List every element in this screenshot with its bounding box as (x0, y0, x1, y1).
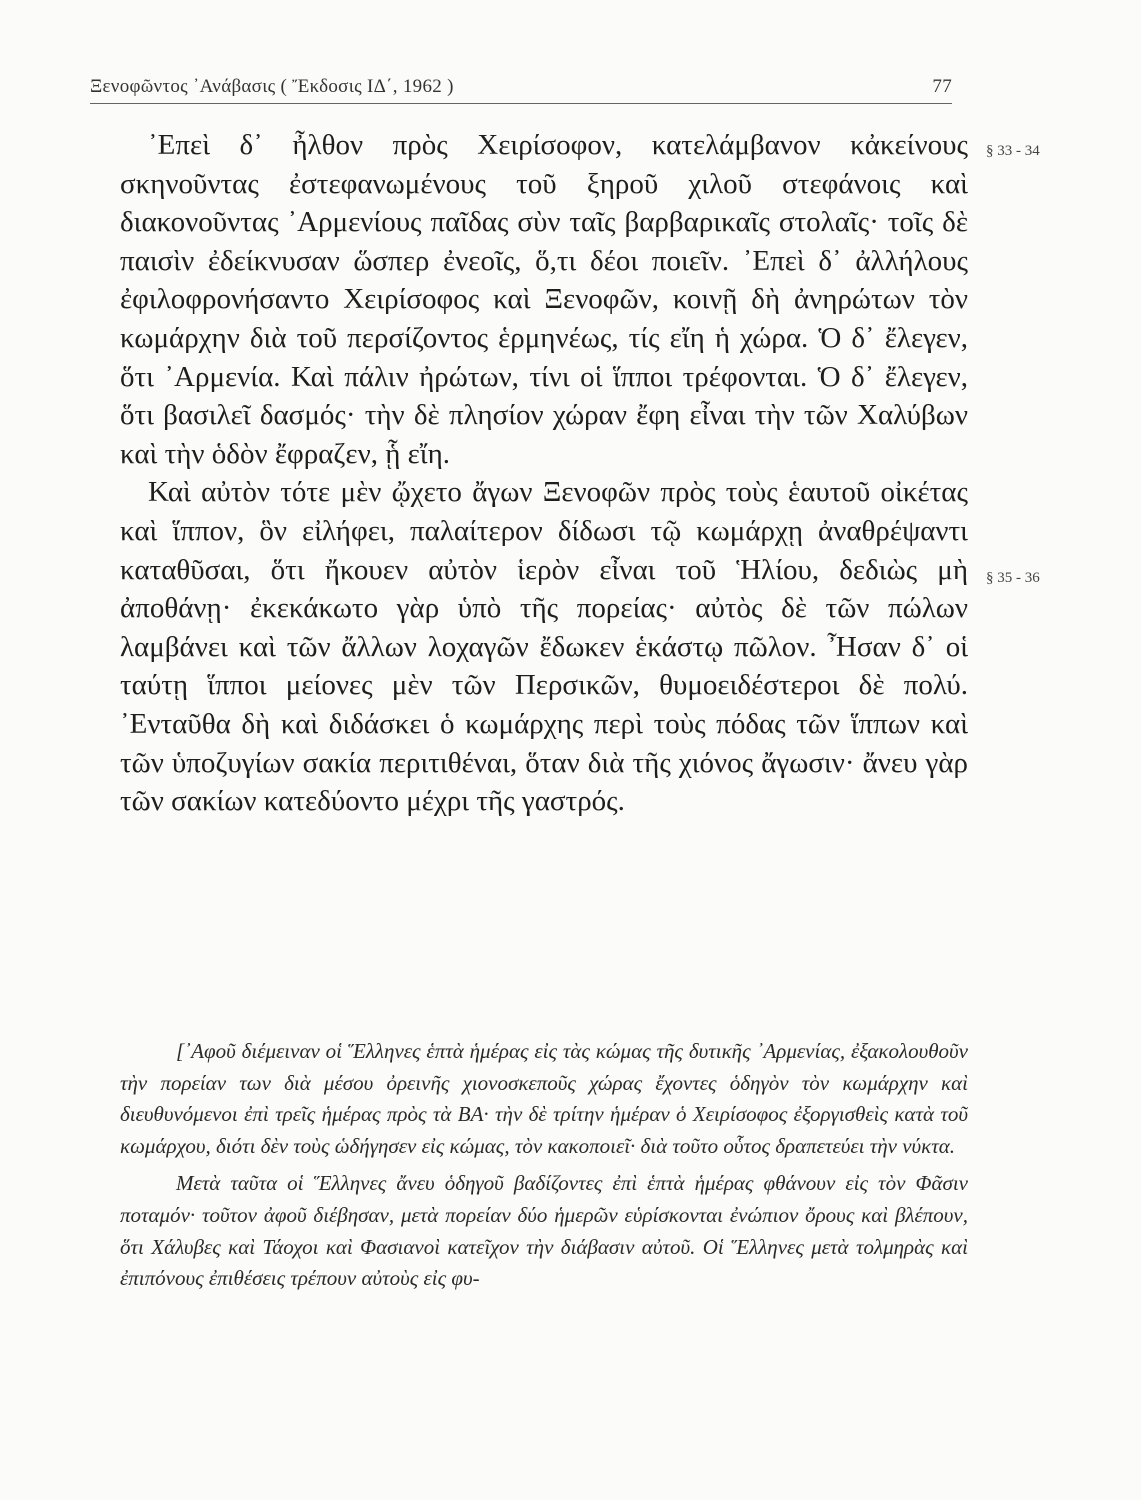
paragraph-33-34: ᾿Επεὶ δ᾿ ἦλθον πρὸς Χειρίσοφον, κατελάμβανον κἀκείνους σκηνοῦντας ἐστεφανωμένους τοῦ ξηροῦ χιλοῦ στεφάνοις καὶ διακονοῦντας ᾿Αρμενίους παῖδας σὺν ταῖς βαρβαρικαῖς στολαῖς· τοῖς δὲ παισὶν ἐδείκνυσαν ὥσπερ ἐνεοῖς, ὅ,τι δέοι ποιεῖν. ᾿Επεὶ δ᾿ ἀλλήλους ἐφιλοφρονήσαντο Χειρίσοφος καὶ Ξενοφῶν, κοινῇ δὴ ἀνηρώτων τὸν κωμάρχην διὰ τοῦ περσίζοντος ἑρμηνέως, τίς εἴη ἡ χώρα. Ὁ δ᾿ ἔλεγεν, ὅτι ᾿Αρμενία. Καὶ πάλιν ἠρώτων, τίνι οἱ ἵπποι τρέφονται. Ὁ δ᾿ ἔλεγεν, ὅτι βασιλεῖ δασμός· τὴν δὲ πλησίον χώραν ἔφη εἶναι τὴν τῶν Χαλύβων καὶ τὴν ὁδὸν ἔφραζεν, ᾗ εἴη. (120, 129, 968, 470)
page-number: 77 (932, 76, 952, 97)
paragraph-35-36: Καὶ αὐτὸν τότε μὲν ᾤχετο ἄγων Ξενοφῶν πρὸς τοὺς ἑαυτοῦ οἰκέτας καὶ ἵππον, ὃν εἰλήφει, παλαίτερον δίδωσι τῷ κωμάρχῃ ἀναθρέψαντι καταθῦσαι, ὅτι ἤκουεν αὐτὸν ἱερὸν εἶναι τοῦ Ἡλίου, δεδιὼς μὴ ἀποθάνῃ· ἐκεκάκωτο γὰρ ὑπὸ τῆς πορείας· αὐτὸς δὲ τῶν πώλων λαμβάνει καὶ τῶν ἄλλων λοχαγῶν ἔδωκεν ἑκάστῳ πῶλον. Ἦσαν δ᾿ οἱ ταύτῃ ἵπποι μείονες μὲν τῶν Περσικῶν, θυμοειδέστεροι δὲ πολύ. ᾿Ενταῦθα δὴ καὶ διδάσκει ὁ κωμάρχης περὶ τοὺς πόδας τῶν ἵππων καὶ τῶν ὑποζυγίων σακία περιτιθέναι, ὅταν διὰ τῆς χιόνος ἄγωσιν· ἄνευ γὰρ τῶν σακίων κατεδύοντο μέχρι τῆς γαστρός. (120, 476, 968, 818)
summary-paragraph-2: Μετὰ ταῦτα οἱ Ἕλληνες ἄνευ ὁδηγοῦ βαδίζοντες ἐπὶ ἑπτὰ ἡμέρας φθάνουν εἰς τὸν Φᾶσιν ποταμόν· τοῦτον ἀφοῦ διέβησαν, μετὰ πορείαν δύο ἡμερῶν εὑρίσκονται ἐνώπιον ὄρους καὶ βλέπουν, ὅτι Χάλυβες καὶ Τάοχοι καὶ Φασιανοὶ κατεῖχον τὴν διάβασιν αὐτοῦ. Οἱ Ἕλληνες μετὰ τολμηρὰς καὶ ἐπιπόνους ἐπιθέσεις τρέπουν αὐτοὺς εἰς φυ- (120, 1171, 968, 1291)
running-header (90, 70, 952, 104)
summary-commentary (120, 1036, 968, 1301)
summary-paragraph-1: [᾿Αφοῦ διέμειναν οἱ Ἕλληνες ἑπτὰ ἡμέρας εἰς τὰς κώμας τῆς δυτικῆς ᾿Αρμενίας, ἐξακολουθοῦν τὴν πορείαν των διὰ μέσου ὀρεινῆς χιονοσκεποῦς χώρας ἔχοντες ὁδηγὸν τὸν κωμάρχην καὶ διευθυνόμενοι ἐπὶ τρεῖς ἡμέρας πρὸς τὰ ΒΑ· τὴν δὲ τρίτην ἡμέραν ὁ Χειρίσοφος ἐξοργισθεὶς κατὰ τοῦ κωμάρχου, διότι δὲν τοὺς ὡδήγησεν εἰς κώμας, τὸν κακοποιεῖ· διὰ τοῦτο οὗτος δραπετεύει τὴν νύκτα. (120, 1039, 968, 1158)
margin-ref-35-36: § 35 - 36 (986, 570, 1040, 586)
margin-ref-33-34: § 33 - 34 (986, 143, 1040, 159)
running-title: Ξενοφῶντος ᾿Ανάβασις ( Ἔκδοσις ΙΔ΄, 1962 ) (90, 76, 454, 97)
greek-text (120, 126, 968, 821)
header-rule (90, 103, 952, 104)
